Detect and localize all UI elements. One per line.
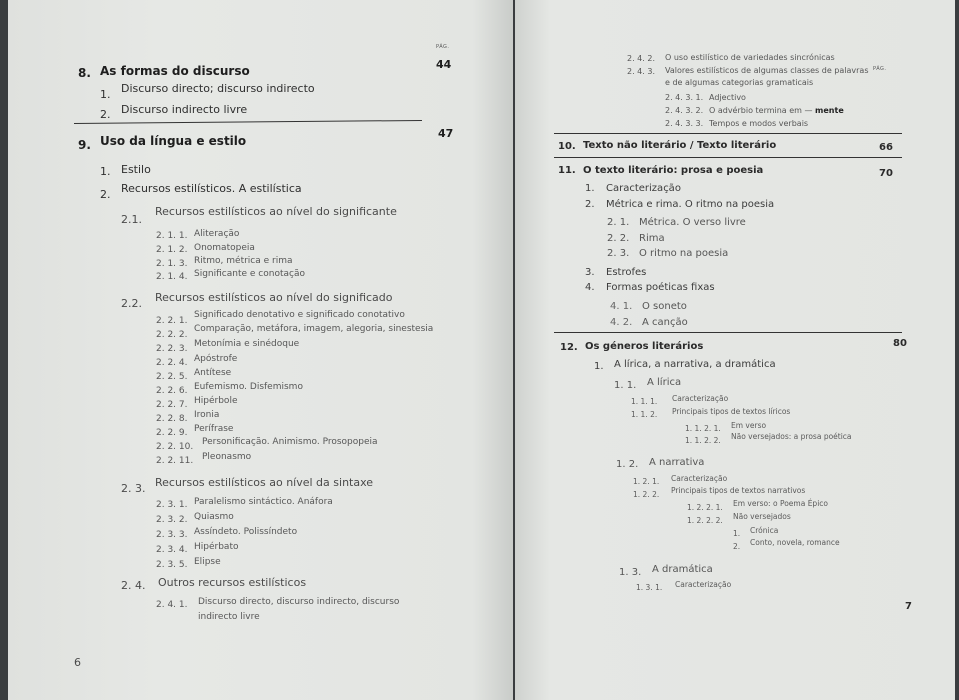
section-divider [554,133,902,134]
section-11-number: 11. [558,165,576,176]
subsection-number: 1. 1. [614,380,637,391]
toc-number: 1. [100,88,111,101]
toc-number: 1. [100,165,111,178]
toc-number: 2. 2. 6. [156,386,188,396]
toc-number: 2. 3. 4. [156,545,188,555]
section-10-page: 66 [879,142,893,153]
toc-number: 2. [100,108,111,121]
toc-number: 4. [585,282,595,293]
section-11-page: 70 [879,168,893,179]
toc-entry: Onomatopeia [194,243,255,253]
toc-number: 1. 2. 2. 2. [687,516,723,525]
toc-entry: Discurso indirecto livre [121,103,248,116]
toc-entry-continuation: indirecto livre [198,612,260,622]
section-12-title: Os géneros literários [585,341,704,352]
left-page [8,0,513,700]
toc-number: 2. 2. [607,233,630,244]
toc-entry: Pleonasmo [202,452,252,462]
toc-entry: Estrofes [606,267,647,278]
toc-entry: Perífrase [194,424,234,434]
toc-entry: Caracterização [675,580,732,589]
toc-entry: Significado denotativo e significado conotativo [194,310,405,320]
section-divider [74,120,422,124]
toc-number: 2. 4. 3. 3. [665,119,704,128]
section-9-page: 47 [438,127,454,140]
toc-number: 2. 2. 11. [156,456,194,466]
toc-entry: Comparação, metáfora, imagem, alegoria, sinestesia [194,324,434,334]
section-10-title: Texto não literário / Texto literário [583,140,777,151]
toc-entry: Apóstrofe [194,354,238,364]
section-8-title: As formas do discurso [100,64,250,78]
toc-number: 2. 2. 9. [156,428,188,438]
section-divider [554,157,902,158]
section-9-number: 9. [78,138,91,152]
section-9-title: Uso da língua e estilo [100,134,247,148]
toc-number: 4. 2. [610,317,633,328]
subsection-number: 1. 2. [616,459,639,470]
toc-entry: Principais tipos de textos líricos [672,407,791,416]
page-number: 7 [905,601,912,612]
toc-number: 2. 2. 5. [156,372,188,382]
toc-entry: Métrica. O verso livre [639,217,746,228]
toc-number: 2. 1. 4. [156,272,188,282]
toc-number: 2. 3. 2. [156,515,188,525]
toc-number: 1. 2. 1. [633,477,660,486]
toc-number: 2. 4. 2. [627,54,655,63]
toc-entry: Hipérbole [194,396,238,406]
toc-entry: Rima [639,233,665,244]
toc-number: 1. [594,361,604,372]
toc-entry: Ironia [194,410,220,420]
toc-entry: Não versejados [733,512,791,521]
section-8-number: 8. [78,66,91,80]
toc-entry: Elipse [194,557,221,567]
subsection-title: Recursos estilísticos ao nível do significante [155,205,397,218]
subsection-title: Outros recursos estilísticos [158,576,307,589]
toc-entry: Quiasmo [194,512,234,522]
toc-entry: Métrica e rima. O ritmo na poesia [606,199,775,210]
toc-number: 2. 3. 3. [156,530,188,540]
toc-number: 2. 1. 1. [156,231,188,241]
page-number: 6 [74,656,81,669]
toc-entry-continuation: e de algumas categorias gramaticais [665,78,814,87]
toc-number: 4. 1. [610,301,633,312]
toc-entry: O uso estilístico de variedades sincrónicas [665,53,835,62]
toc-entry: Tempos e modos verbais [709,119,809,128]
subsection-title: Recursos estilísticos ao nível do significado [155,291,393,304]
subsection-number: 1. 3. [619,567,642,578]
subsection-number: 2.1. [121,213,142,226]
toc-number: 2. [100,188,111,201]
toc-entry: Personificação. Animismo. Prosopopeia [202,437,378,447]
toc-entry: Conto, novela, romance [750,538,840,547]
toc-number: 1. 1. 2. [631,410,658,419]
toc-number: 1. [585,183,595,194]
toc-entry: Aliteração [194,229,240,239]
toc-entry: Valores estilísticos de algumas classes de palavras [665,66,869,75]
toc-entry: Recursos estilísticos. A estilística [121,182,302,195]
toc-entry: Discurso directo, discurso indirecto, discurso [198,597,400,607]
toc-number: 1. 1. 2. 2. [685,436,721,445]
toc-entry: Discurso directo; discurso indirecto [121,82,315,95]
toc-entry: Caracterização [672,394,729,403]
toc-entry: Caracterização [671,474,728,483]
subsection-number: 2. 3. [121,482,146,495]
page-column-label: PÁG. [436,44,450,50]
toc-number: 2. [733,542,741,551]
toc-number: 2. 3. 1. [156,500,188,510]
toc-number: 2. 2. 8. [156,414,188,424]
toc-entry-text: O advérbio termina em — [709,106,813,115]
toc-entry: Em verso [731,421,767,430]
toc-number: 1. 1. 1. [631,397,658,406]
toc-number: 2. 2. 10. [156,442,194,452]
toc-number: 2. [585,199,595,210]
toc-entry: Metonímia e sinédoque [194,339,300,349]
toc-number: 1. 2. 2. 1. [687,503,723,512]
section-12-page: 80 [893,338,907,349]
toc-entry: Eufemismo. Disfemismo [194,382,303,392]
toc-number: 2. 3. [607,248,630,259]
toc-number: 2. 3. 5. [156,560,188,570]
toc-number: 3. [585,267,595,278]
toc-number: 1. 1. 2. 1. [685,424,721,433]
toc-entry: Hipérbato [194,542,239,552]
toc-entry: Significante e conotação [194,269,305,279]
toc-entry: Paralelismo sintáctico. Anáfora [194,497,333,507]
toc-number: 2. 4. 3. 1. [665,93,704,102]
toc-number: 1. [733,529,741,538]
toc-entry: A canção [642,317,688,328]
toc-number: 2. 2. 4. [156,358,188,368]
toc-number: 2. 2. 7. [156,400,188,410]
page-column-label: PÁG. [873,66,887,72]
toc-number: 2. 2. 2. [156,330,188,340]
toc-entry-bold: mente [815,106,844,115]
toc-entry: Adjectivo [709,93,746,102]
toc-number: 2. 1. [607,217,630,228]
toc-number: 2. 4. 1. [156,600,188,610]
toc-number: 2. 1. 2. [156,245,188,255]
toc-number: 2. 2. 3. [156,344,188,354]
toc-number: 2. 4. 3. 2. [665,106,704,115]
toc-number: 2. 1. 3. [156,259,188,269]
toc-entry: O ritmo na poesia [639,248,729,259]
section-8-page: 44 [436,58,452,71]
toc-entry: Em verso: o Poema Épico [733,499,828,508]
toc-number: 2. 4. 3. [627,67,655,76]
toc-entry: A lírica, a narrativa, a dramática [614,359,776,370]
subsection-number: 2.2. [121,297,142,310]
toc-entry [709,106,844,115]
toc-number: 1. 3. 1. [636,583,663,592]
toc-number: 2. 2. 1. [156,316,188,326]
toc-entry: O soneto [642,301,687,312]
toc-entry: Caracterização [606,183,681,194]
section-11-title: O texto literário: prosa e poesia [583,165,764,176]
subsection-title: A narrativa [649,457,705,468]
subsection-title: A dramática [652,564,713,575]
section-10-number: 10. [558,141,576,152]
section-divider [554,332,902,333]
toc-entry: Assíndeto. Polissíndeto [194,527,298,537]
section-12-number: 12. [560,342,578,353]
toc-entry: Antítese [194,368,232,378]
right-page [515,0,955,700]
subsection-number: 2. 4. [121,579,146,592]
toc-entry: Formas poéticas fixas [606,282,715,293]
toc-entry: Ritmo, métrica e rima [194,256,293,266]
toc-entry: Não versejados: a prosa poética [731,432,852,441]
toc-entry: Estilo [121,163,151,176]
toc-entry: Crónica [750,526,779,535]
toc-entry: Principais tipos de textos narrativos [671,486,806,495]
toc-number: 1. 2. 2. [633,490,660,499]
subsection-title: Recursos estilísticos ao nível da sintaxe [155,476,374,489]
subsection-title: A lírica [647,377,682,388]
